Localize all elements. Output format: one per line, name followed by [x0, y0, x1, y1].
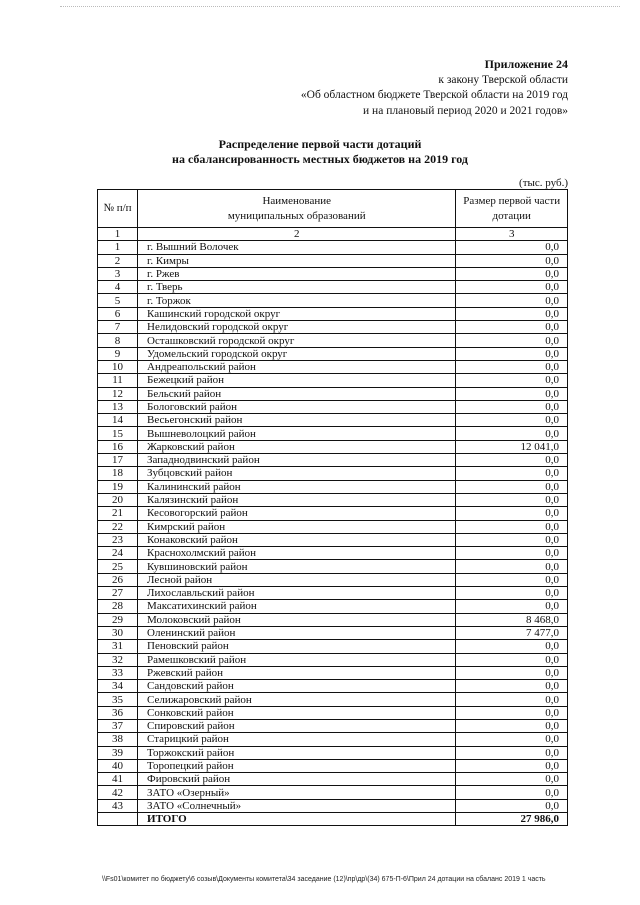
column-number: 1: [98, 228, 138, 241]
municipality-name: г. Ржев: [138, 267, 456, 280]
row-number: 13: [98, 400, 138, 413]
subsidy-amount: 0,0: [456, 480, 568, 493]
header-name-line-1: Наименование: [262, 194, 331, 207]
subsidy-amount: 0,0: [456, 773, 568, 786]
subsidy-amount: 0,0: [456, 321, 568, 334]
municipality-name: Осташковский городской округ: [138, 334, 456, 347]
row-number: 30: [98, 626, 138, 639]
appendix-line-1: к закону Тверской области: [438, 73, 568, 86]
subsidy-amount: 0,0: [456, 294, 568, 307]
municipality-name: г. Торжок: [138, 294, 456, 307]
municipality-name: Лихославльский район: [138, 587, 456, 600]
municipality-name: Нелидовский городской округ: [138, 321, 456, 334]
table-row: [98, 587, 568, 600]
municipality-name: Вышневолоцкий район: [138, 427, 456, 440]
table-row: [98, 573, 568, 586]
municipality-name: ЗАТО «Озерный»: [138, 786, 456, 799]
table-row: [98, 321, 568, 334]
municipality-name: Селижаровский район: [138, 693, 456, 706]
header-amount: [456, 190, 568, 228]
row-number: 32: [98, 653, 138, 666]
table-row: [98, 773, 568, 786]
table-row: [98, 719, 568, 732]
table-row: [98, 360, 568, 373]
subsidy-amount: 0,0: [456, 719, 568, 732]
municipality-name: Максатихинский район: [138, 600, 456, 613]
total-value: 27 986,0: [456, 813, 568, 826]
subsidy-amount: 0,0: [456, 281, 568, 294]
table-row: [98, 547, 568, 560]
subsidy-amount: 0,0: [456, 507, 568, 520]
row-number: 42: [98, 786, 138, 799]
scan-artifact-line: [60, 6, 620, 7]
appendix-block: [301, 57, 568, 119]
table-row: [98, 480, 568, 493]
total-label: ИТОГО: [138, 813, 456, 826]
table-row: [98, 733, 568, 746]
units-label: (тыс. руб.): [519, 177, 568, 189]
municipality-name: Зубцовский район: [138, 467, 456, 480]
subsidy-amount: 12 041,0: [456, 440, 568, 453]
subsidy-amount: 0,0: [456, 374, 568, 387]
table-row: [98, 294, 568, 307]
table-row: [98, 281, 568, 294]
row-number: 3: [98, 267, 138, 280]
subsidy-amount: 7 477,0: [456, 626, 568, 639]
table-row: [98, 640, 568, 653]
table-row: [98, 414, 568, 427]
row-number: 8: [98, 334, 138, 347]
row-number: 18: [98, 467, 138, 480]
municipality-name: Оленинский район: [138, 626, 456, 639]
row-number: 37: [98, 719, 138, 732]
row-number: 1: [98, 241, 138, 254]
subsidy-amount: 0,0: [456, 693, 568, 706]
municipality-name: Западнодвинский район: [138, 454, 456, 467]
row-number: 43: [98, 799, 138, 812]
table-row: [98, 493, 568, 506]
municipality-name: Пеновский район: [138, 640, 456, 653]
table-row: [98, 374, 568, 387]
table-row: [98, 600, 568, 613]
subsidy-amount: 0,0: [456, 427, 568, 440]
subsidy-amount: 0,0: [456, 533, 568, 546]
column-number: 2: [138, 228, 456, 241]
table-row: [98, 467, 568, 480]
subsidy-amount: 0,0: [456, 560, 568, 573]
subsidy-amount: 0,0: [456, 360, 568, 373]
row-number: 31: [98, 640, 138, 653]
subsidy-amount: 0,0: [456, 467, 568, 480]
table-row: [98, 533, 568, 546]
municipality-name: Спировский район: [138, 719, 456, 732]
document-heading: [0, 137, 640, 167]
header-num: № п/п: [98, 190, 138, 228]
table-row: [98, 400, 568, 413]
subsidy-amount: 0,0: [456, 587, 568, 600]
subsidy-amount: 0,0: [456, 573, 568, 586]
municipality-name: Торопецкий район: [138, 759, 456, 772]
municipality-name: Сонковский район: [138, 706, 456, 719]
municipality-name: Кувшиновский район: [138, 560, 456, 573]
row-number: 26: [98, 573, 138, 586]
row-number: 9: [98, 347, 138, 360]
municipality-name: г. Кимры: [138, 254, 456, 267]
row-number: 5: [98, 294, 138, 307]
heading-line-2: на сбалансированность местных бюджетов на 2019 год: [172, 152, 468, 166]
municipality-name: Калязинский район: [138, 493, 456, 506]
table-row: [98, 666, 568, 679]
table-row: [98, 626, 568, 639]
row-number: 39: [98, 746, 138, 759]
municipality-name: Молоковский район: [138, 613, 456, 626]
municipality-name: Весьегонский район: [138, 414, 456, 427]
header-amount-line-1: Размер первой части: [463, 194, 561, 207]
row-number: 21: [98, 507, 138, 520]
subsidy-amount: 0,0: [456, 746, 568, 759]
municipality-name: Лесной район: [138, 573, 456, 586]
row-number: 11: [98, 374, 138, 387]
subsidy-amount: 0,0: [456, 666, 568, 679]
table-row: [98, 454, 568, 467]
subsidy-amount: 0,0: [456, 254, 568, 267]
subsidy-amount: 0,0: [456, 267, 568, 280]
row-number: 38: [98, 733, 138, 746]
municipality-name: Краснохолмский район: [138, 547, 456, 560]
heading-line-1: Распределение первой части дотаций: [218, 137, 422, 151]
subsidy-amount: 0,0: [456, 414, 568, 427]
table-row: [98, 680, 568, 693]
municipality-name: Конаковский район: [138, 533, 456, 546]
table-row: [98, 746, 568, 759]
subsidy-amount: 0,0: [456, 786, 568, 799]
municipality-name: Бежецкий район: [138, 374, 456, 387]
row-number: 15: [98, 427, 138, 440]
row-number: 41: [98, 773, 138, 786]
row-number: 19: [98, 480, 138, 493]
row-number: 34: [98, 680, 138, 693]
row-number: 17: [98, 454, 138, 467]
table-row: [98, 254, 568, 267]
header-name: [138, 190, 456, 228]
municipality-name: г. Вышний Волочек: [138, 241, 456, 254]
header-name-line-2: муниципальных образований: [227, 209, 366, 222]
subsidy-amount: 0,0: [456, 454, 568, 467]
row-number: 36: [98, 706, 138, 719]
municipality-name: Ржевский район: [138, 666, 456, 679]
row-number: 2: [98, 254, 138, 267]
table-row: [98, 786, 568, 799]
row-number: 10: [98, 360, 138, 373]
row-number: 33: [98, 666, 138, 679]
header-amount-line-2: дотации: [492, 209, 531, 222]
subsidy-amount: 0,0: [456, 680, 568, 693]
municipality-name: Кимрский район: [138, 520, 456, 533]
row-number: 35: [98, 693, 138, 706]
table-row: [98, 706, 568, 719]
subsidy-amount: 0,0: [456, 334, 568, 347]
appendix-line-3: и на плановый период 2020 и 2021 годов»: [363, 104, 568, 117]
row-number: 6: [98, 307, 138, 320]
subsidy-amount: 0,0: [456, 241, 568, 254]
table-row: [98, 520, 568, 533]
municipality-name: Жарковский район: [138, 440, 456, 453]
footer-file-path: \\Fs01\комитет по бюджету\6 созыв\Документы комитета\34 заседание (12)\пр\др\(34) 675-П-6\Прил 24 дотации на сбаланс 2019 1 часть: [102, 876, 546, 883]
municipality-name: Рамешковский район: [138, 653, 456, 666]
row-number: 25: [98, 560, 138, 573]
table-row: [98, 347, 568, 360]
subsidy-amount: 0,0: [456, 347, 568, 360]
subsidy-amount: 0,0: [456, 653, 568, 666]
total-empty-cell: [98, 813, 138, 826]
table-row: [98, 653, 568, 666]
row-number: 29: [98, 613, 138, 626]
table-row: [98, 241, 568, 254]
appendix-title: Приложение 24: [484, 57, 568, 71]
municipality-name: г. Тверь: [138, 281, 456, 294]
municipality-name: Фировский район: [138, 773, 456, 786]
table-row: [98, 759, 568, 772]
row-number: 20: [98, 493, 138, 506]
row-number: 28: [98, 600, 138, 613]
subsidy-amount: 0,0: [456, 387, 568, 400]
municipality-name: Андреапольский район: [138, 360, 456, 373]
row-number: 24: [98, 547, 138, 560]
table-row: [98, 693, 568, 706]
table-row: [98, 387, 568, 400]
row-number: 40: [98, 759, 138, 772]
row-number: 16: [98, 440, 138, 453]
subsidy-amount: 8 468,0: [456, 613, 568, 626]
table-row: [98, 440, 568, 453]
column-number: 3: [456, 228, 568, 241]
municipality-name: Старицкий район: [138, 733, 456, 746]
subsidy-amount: 0,0: [456, 706, 568, 719]
row-number: 14: [98, 414, 138, 427]
subsidy-table: [97, 189, 568, 826]
total-row: [98, 813, 568, 826]
subsidy-amount: 0,0: [456, 520, 568, 533]
column-number-row: [98, 228, 568, 241]
row-number: 7: [98, 321, 138, 334]
table-row: [98, 799, 568, 812]
municipality-name: Калининский район: [138, 480, 456, 493]
table-row: [98, 334, 568, 347]
subsidy-amount: 0,0: [456, 733, 568, 746]
municipality-name: Торжокский район: [138, 746, 456, 759]
subsidy-amount: 0,0: [456, 799, 568, 812]
table-header-row: [98, 190, 568, 228]
subsidy-amount: 0,0: [456, 547, 568, 560]
municipality-name: Бельский район: [138, 387, 456, 400]
municipality-name: Бологовский район: [138, 400, 456, 413]
row-number: 4: [98, 281, 138, 294]
table-row: [98, 307, 568, 320]
row-number: 22: [98, 520, 138, 533]
table-row: [98, 267, 568, 280]
table-row: [98, 560, 568, 573]
municipality-name: Сандовский район: [138, 680, 456, 693]
appendix-line-2: «Об областном бюджете Тверской области на 2019 год: [300, 89, 568, 101]
row-number: 12: [98, 387, 138, 400]
row-number: 23: [98, 533, 138, 546]
municipality-name: ЗАТО «Солнечный»: [138, 799, 456, 812]
subsidy-amount: 0,0: [456, 307, 568, 320]
row-number: 27: [98, 587, 138, 600]
municipality-name: Удомельский городской округ: [138, 347, 456, 360]
table-row: [98, 613, 568, 626]
subsidy-amount: 0,0: [456, 600, 568, 613]
table-row: [98, 507, 568, 520]
subsidy-amount: 0,0: [456, 640, 568, 653]
municipality-name: Кесовогорский район: [138, 507, 456, 520]
table-row: [98, 427, 568, 440]
municipality-name: Кашинский городской округ: [138, 307, 456, 320]
subsidy-amount: 0,0: [456, 493, 568, 506]
subsidy-amount: 0,0: [456, 400, 568, 413]
subsidy-amount: 0,0: [456, 759, 568, 772]
